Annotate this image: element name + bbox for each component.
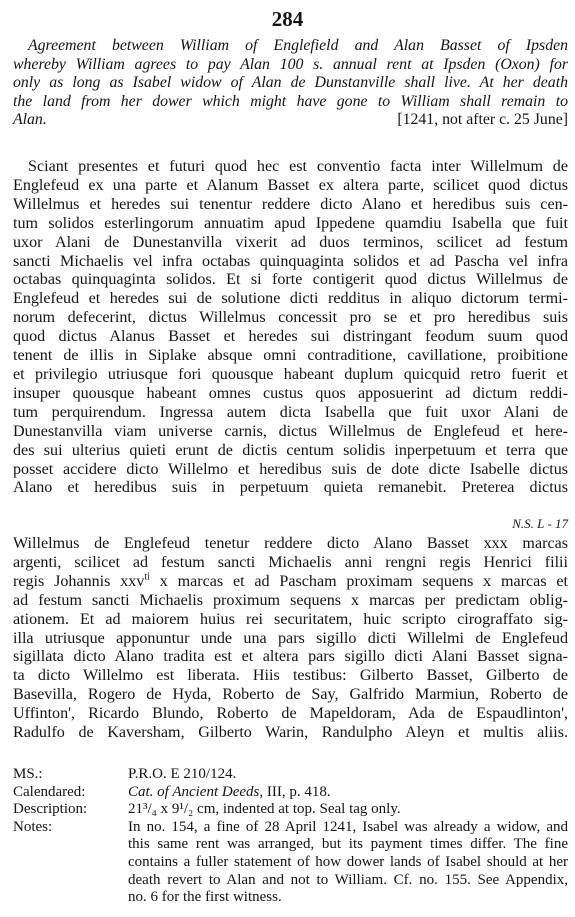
text-line: quod dictus Alanus Basset et heredes sui distringant feodum suum quod xyxy=(13,328,568,346)
summary-line: only as long as Isabel widow of Alan de Dunstanville shall live. At her death xyxy=(13,74,568,91)
text-line: tenent de illis in Siplake absque omni contraditione, cavillatione, proibitione xyxy=(13,347,568,365)
summary-line: whereby William agrees to pay Alan 100 s. annual rent at Ipsden (Oxon) for xyxy=(13,55,568,73)
text-line: sancti Michaelis vel infra octabas quinquaginta solidos et ad Pascha vel infra xyxy=(13,252,568,270)
notes-row xyxy=(13,819,568,907)
ms-label: MS.: xyxy=(13,766,43,782)
text-line: sigillata dicto Alano tradita est et altera pars sigillo dicti Alani Basset signa- xyxy=(13,648,568,666)
ms-value: P.R.O. E 210/124. xyxy=(128,766,237,782)
calendared-label: Calendared: xyxy=(13,783,86,800)
superscript: ti xyxy=(144,571,150,583)
notes-line: this same rent was arranged, but its payment times differ. The fine xyxy=(128,836,568,853)
charter-text-part2 xyxy=(13,535,568,743)
signature-mark: N.S. L - 17 xyxy=(512,516,568,531)
text-line: ationem. Et ad maiorem huius rei securitatem, huic scripto cirograffato sig- xyxy=(13,610,568,628)
text-line: norum defecerint, dictus Willelmus concessit pro se et pro heredibus suis xyxy=(13,309,568,327)
notes-line: no. 6 for the first witness. xyxy=(128,889,282,906)
text-line: ta dicto Willelmo est liberata. Hiis testibus: Gilberto Basset, Gilberto de xyxy=(13,667,568,685)
text-line: des sui ulterius quieti erunt de dictis centum solidis inperpetuum et terra que xyxy=(13,441,568,459)
text-line: Radulfo de Kaversham, Gilberto Warin, Randulpho Aleyn et multis aliis. xyxy=(13,724,568,742)
text-line: Uffinton', Ricardo Blundo, Roberto de Mapeldoram, Ada de Espaudlinton', xyxy=(13,705,568,723)
text-line: uxor Alani de Dunestanvilla vixerit ad duos terminos, scilicet ad festum xyxy=(13,233,568,251)
calendared-value xyxy=(128,784,568,802)
summary-last-line xyxy=(13,111,568,130)
ms-row xyxy=(13,766,568,784)
notes-value xyxy=(128,819,568,907)
text-line: tum perquirendum. Ingressa autem dicta Isabella que fuit uxor Alani de xyxy=(13,403,568,421)
notes-line: death revert to Alan and not to William. Cf. no. 155. See Appendix, xyxy=(128,871,568,888)
text-line: Englefeud et heredes sui de solutione dicti redditus in aliquo dictorum termi- xyxy=(13,290,568,308)
catalogue-reference: III, p. 418. xyxy=(263,783,331,800)
text-line: argenti, scilicet ad festum sancti Michaelis anni rengni regis Henrici filii xyxy=(13,553,568,571)
description-row xyxy=(13,801,568,819)
notes-line: contains a fuller statement of how dower lands of Isabel should at her xyxy=(128,853,568,870)
document-metadata xyxy=(13,766,568,907)
document-summary xyxy=(13,37,568,130)
text-line: Sciant presentes et futuri quod hec est conventio facta inter Willelmum de xyxy=(28,158,568,175)
text-line: Willelmus de Englefeud tenetur reddere dicto Alano Basset xxx marcas xyxy=(13,535,568,552)
summary-line: Agreement between William of Englefield and Alan Basset of Ipsden xyxy=(28,37,568,54)
document-date: [1241, not after c. 25 June] xyxy=(397,111,568,128)
text-line-with-superscript xyxy=(13,573,568,592)
calendared-row xyxy=(13,784,568,802)
catalogue-title: Cat. of Ancient Deeds, xyxy=(128,783,264,800)
text-line: Willelmus et heredes sui tenentur reddere dicto Alano et heredibus suis cen- xyxy=(13,195,568,213)
text-line: ad festum sancti Michaelis proximum sequens x marcas per predictam oblig- xyxy=(13,591,568,609)
text-line: insuper quousque habeant omnes custus quos apposuerint ad dictum reddi- xyxy=(13,384,568,402)
text-line: illa utriusque apponuntur unde una pars sigillo dicti Willelmi de Englefeud xyxy=(13,629,568,647)
text-line: Englefeud ex una parte et Alanum Basset ex altera parte, scilicet quod dictus xyxy=(13,176,568,194)
text-line: Alano et heredibus suis in perpetuum quieta remanebit. Preterea dictus xyxy=(13,479,568,497)
text-line: Basevilla, Rogero de Hyda, Roberto de Say, Galfrido Marmiun, Roberto de xyxy=(13,686,568,704)
notes-label: Notes: xyxy=(13,818,53,835)
text-line: posset accidere dicto Willelmo et heredibus suis de dote dicte Isabelle dictus xyxy=(13,460,568,478)
text-line: et privilegio utriusque fori quousque habeant duplum quicquid retro fuerit et xyxy=(13,365,568,383)
description-label: Description: xyxy=(13,801,88,818)
description-value: 21³/₄ x 9¹/₂ cm, indented at top. Seal tag only. xyxy=(128,801,401,818)
text-line: Dunestanvilla viam universe carnis, dictus Willelmus de Englefeud et here- xyxy=(13,422,568,440)
summary-line: the land from her dower which might have gone to William shall remain to xyxy=(13,92,568,110)
summary-line: Alan. xyxy=(13,111,47,128)
text-fragment: regis Johannis xxv xyxy=(13,572,145,590)
charter-text-part1 xyxy=(13,158,568,498)
text-line: tum solidos esterlingorum annuatim apud Ippedene quamdiu Isabella que fuit xyxy=(13,214,568,232)
notes-line: In no. 154, a fine of 28 April 1241, Isabel was already a widow, and xyxy=(128,818,568,835)
text-fragment: x marcas et ad Pascham proximam sequens x marcas et xyxy=(149,572,568,590)
text-line: octabas quinquaginta solidos. Et si forte contigerit quod dictus Willelmus de xyxy=(13,271,568,289)
page-number: 284 xyxy=(271,7,304,31)
